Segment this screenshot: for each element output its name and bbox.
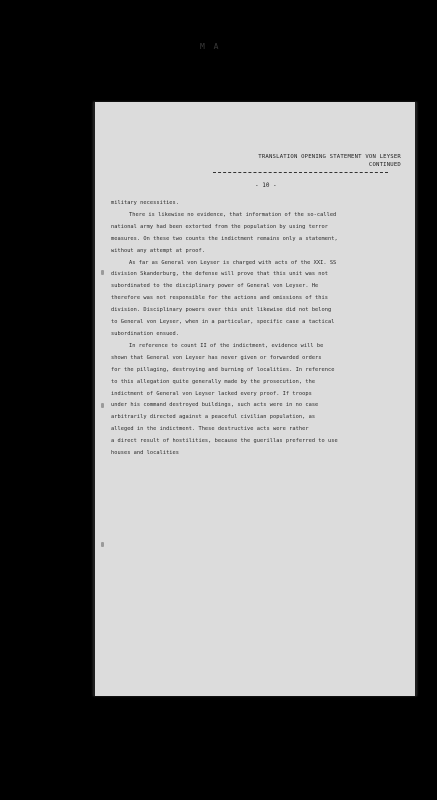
text-line: measures. On these two counts the indictment remains only a statement, (111, 235, 338, 242)
text-line: shown that General von Leyser has never given or forwarded orders (111, 354, 322, 361)
punch-hole-mark (101, 403, 104, 408)
punch-hole-mark (101, 270, 104, 275)
header-title: TRANSLATION OPENING STATEMENT VON LEYSER (258, 154, 401, 160)
text-line: As far as General von Leyser is charged with acts of the XXI. SS (129, 259, 337, 266)
page-number: - 10 - (255, 182, 277, 189)
text-line: to this allegation quite generally made by the prosecution, the (111, 378, 316, 385)
text-line: subordination ensued. (111, 330, 180, 337)
text-line: In reference to count II of the indictment, evidence will be (129, 342, 324, 349)
text-line: There is likewise no evidence, that information of the so-called (129, 211, 337, 218)
header-rule (213, 172, 388, 173)
text-line: subordinated to the disciplinary power of General von Leyser. He (111, 283, 319, 290)
page-left-edge (93, 102, 95, 696)
header-continued: CONTINUED (368, 162, 401, 168)
text-line: indictment of General von Leyser lacked every proof. If troops (111, 390, 312, 397)
text-line: alleged in the indictment. These destructive acts were rather (111, 426, 309, 433)
text-line: military necessities. (111, 200, 180, 206)
text-line: without any attempt at proof. (111, 247, 205, 254)
text-line: national army had been extorted from the population by using terror (111, 223, 329, 230)
text-line: to General von Leyser, when in a particular, specific case a tactical (111, 319, 335, 326)
page-right-edge (415, 102, 417, 696)
document-page (93, 102, 417, 696)
text-line: a direct result of hostilities, because the guerillas preferred to use (111, 438, 338, 445)
top-margin-mark: M A (200, 42, 221, 51)
text-line: division. Disciplinary powers over this unit likewise did not belong (111, 307, 332, 314)
text-line: houses and localities (111, 450, 180, 457)
text-line: under his command destroyed buildings, such acts were in no case (111, 402, 319, 409)
document-header (211, 153, 401, 169)
punch-hole-mark (101, 542, 104, 547)
body-text (111, 198, 407, 460)
text-line: division Skanderburg, the defense will prove that this unit was not (111, 271, 329, 278)
text-line: for the pillaging, destroying and burning of localities. In reference (111, 366, 335, 373)
text-line: arbitrarily directed against a peaceful civilian population, as (111, 414, 316, 421)
text-line: therefore was not responsible for the actions and omissions of this (111, 295, 329, 302)
